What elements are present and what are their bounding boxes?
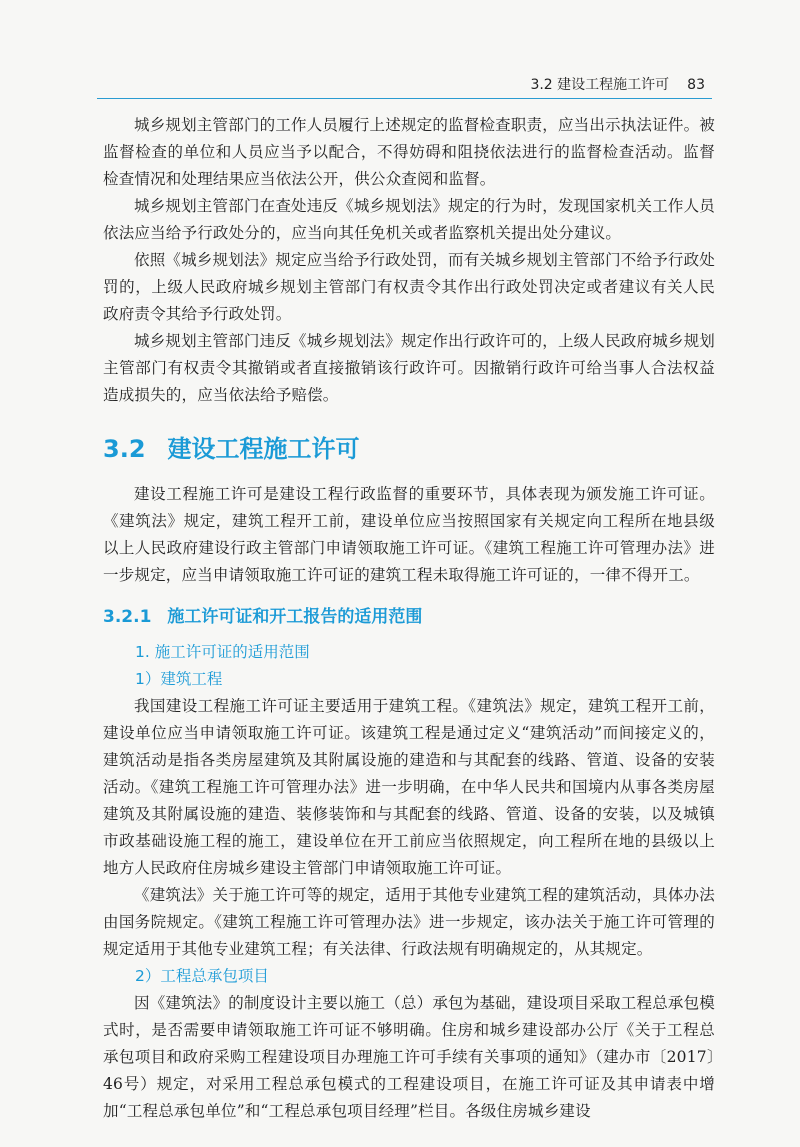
body-paragraph: 城乡规划主管部门的工作人员履行上述规定的监督检查职责，应当出示执法证件。被监督检查的单位和人员应当予以配合，不得妨碍和阻挠依法进行的监督检查活动。监督检查情况和处理结果应当依法公开，供公众查阅和监督。 xyxy=(103,116,715,188)
section-intro-paragraph: 建设工程施工许可是建设工程行政监督的重要环节，具体表现为颁发施工许可证。《建筑法》规定，建筑工程开工前，建设单位应当按照国家有关规定向工程所在地县级以上人民政府建设行政主管部门申请领取施工许可证。《建筑工程施工许可管理办法》进一步规定，应当申请领取施工许可证的建筑工程未取得施工许可证的，一律不得开工。 xyxy=(103,485,715,584)
section-title: 建设工程施工许可 xyxy=(167,435,360,463)
page-number: 83 xyxy=(687,77,705,93)
subsection-heading xyxy=(103,605,715,629)
body-paragraph: 依照《城乡规划法》规定应当给予行政处罚，而有关城乡规划主管部门不给予行政处罚的，上级人民政府城乡规划主管部门有权责令其作出行政处罚决定或者建议有关人民政府责令其给予行政处罚。 xyxy=(103,251,715,323)
header-section-label: 3.2 建设工程施工许可 xyxy=(530,77,670,93)
page-body xyxy=(103,112,715,1125)
body-paragraph: 我国建设工程施工许可证主要适用于建筑工程。《建筑法》规定，建筑工程开工前，建设单位应当申请领取施工许可证。该建筑工程是通过定义“建筑活动”而间接定义的，建筑活动是指各类房屋建筑及其附属设施的建造和与其配套的线路、管道、设备的安装活动。《建筑工程施工许可管理办法》进一步明确，在中华人民共和国境内从事各类房屋建筑及其附属设施的建造、装修装饰和与其配套的线路、管道、设备的安装，以及城镇市政基础设施工程的施工，建设单位在开工前应当依照规定，向工程所在地的县级以上地方人民政府住房城乡建设主管部门申请领取施工许可证。 xyxy=(103,697,715,877)
section-heading xyxy=(103,431,715,467)
body-paragraph: 城乡规划主管部门在查处违反《城乡规划法》规定的行为时，发现国家机关工作人员依法应当给予行政处分的，应当向其任免机关或者监察机关提出处分建议。 xyxy=(103,197,715,242)
header-divider xyxy=(97,98,712,99)
subsection-title: 施工许可证和开工报告的适用范围 xyxy=(167,607,423,627)
section-number: 3.2 xyxy=(103,435,146,463)
body-paragraph: 《建筑法》关于施工许可等的规定，适用于其他专业建筑工程的建筑活动，具体办法由国务院规定。《建筑工程施工许可管理办法》进一步规定，该办法关于施工许可管理的规定适用于其他专业建筑工程；有关法律、行政法规有明确规定的，从其规定。 xyxy=(103,886,715,958)
running-header xyxy=(0,74,705,94)
subitem-heading: 2）工程总承包项目 xyxy=(135,967,269,985)
subsection-number: 3.2.1 xyxy=(103,607,152,627)
subitem-heading: 1）建筑工程 xyxy=(135,670,223,688)
item-heading: 1. 施工许可证的适用范围 xyxy=(135,643,310,661)
body-paragraph: 城乡规划主管部门违反《城乡规划法》规定作出行政许可的，上级人民政府城乡规划主管部门有权责令其撤销或者直接撤销该行政许可。因撤销行政许可给当事人合法权益造成损失的，应当依法给予赔偿。 xyxy=(103,332,715,404)
body-paragraph: 因《建筑法》的制度设计主要以施工（总）承包为基础，建设项目采取工程总承包模式时，是否需要申请领取施工许可证不够明确。住房和城乡建设部办公厅《关于工程总承包项目和政府采购工程建设项目办理施工许可手续有关事项的通知》（建办市〔2017〕46号）规定，对采用工程总承包模式的工程建设项目，在施工许可证及其申请表中增加“工程总承包单位”和“工程总承包项目经理”栏目。各级住房城乡建设 xyxy=(103,994,715,1120)
